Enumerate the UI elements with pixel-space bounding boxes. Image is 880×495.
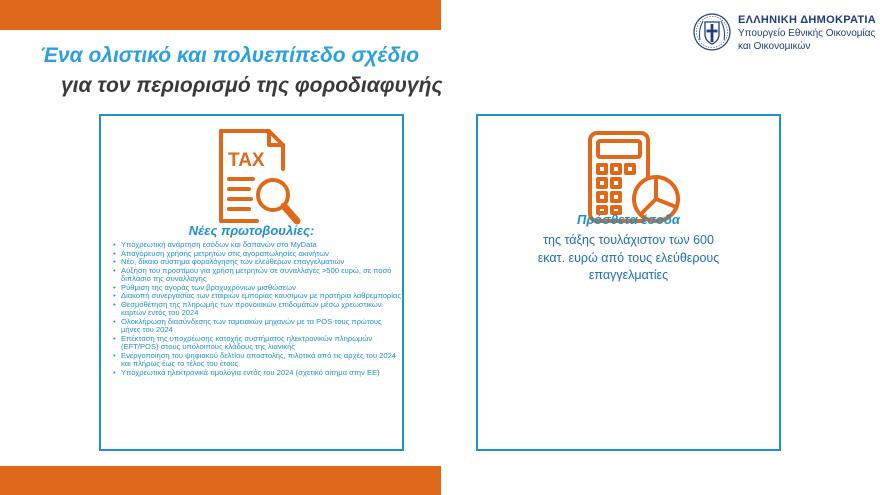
list-item: • Υποχρεωτικά ηλεκτρονικά τιμολόγια εντός του 2024 (σχετικό αίτημα στην ΕΕ) bbox=[113, 369, 401, 378]
bottom-accent-bar bbox=[0, 466, 441, 495]
ministry-logo bbox=[692, 12, 876, 53]
list-item: • Θεσμοθέτηση της πληρωμής των προνοιακών επιδομάτων μέσω χρεωστικών καρτών εντός του 2024 bbox=[113, 301, 401, 318]
list-item: • Ρύθμιση της αγοράς των βραχυχρόνιων μισθώσεων bbox=[113, 284, 401, 293]
revenue-line1: της τάξης τουλάχιστον των 600 bbox=[543, 233, 714, 247]
revenue-line3: επαγγελματίες bbox=[588, 268, 669, 282]
revenue-line2: εκατ. ευρώ από τους ελεύθερους bbox=[537, 250, 720, 265]
list-item: • Νέο, δίκαιο σύστημα φορολόγησης των ελεύθερων επαγγελματιών bbox=[113, 258, 401, 267]
revenue-panel bbox=[476, 114, 781, 451]
revenue-description bbox=[478, 232, 779, 285]
org-subtitle-line2: και Οικονομικών bbox=[738, 41, 811, 52]
org-subtitle-line1: Υπουργείο Εθνικής Οικονομίας bbox=[738, 28, 876, 39]
list-item: • Επέκταση της υποχρέωσης κατοχής συστήματος ηλεκτρονικών πληρωμών (EFT/POS) στους υπόλοιπους κλάδους της λιανικής bbox=[113, 335, 401, 352]
revenue-heading: Πρόσθετα έσοδα bbox=[576, 212, 680, 227]
greek-emblem-icon bbox=[692, 12, 732, 52]
org-title: ΕΛΛΗΝΙΚΗ ΔΗΜΟΚΡΑΤΙΑ bbox=[738, 14, 876, 26]
list-item: • Ολοκλήρωση διασύνδεσης των ταμειακών μηχανών με τα POS τους πρώτους μήνες του 2024 bbox=[113, 318, 401, 335]
initiatives-panel bbox=[99, 114, 404, 451]
list-item: • Απαγόρευση χρήσης μετρητών στις αγοραπωλησίες ακινήτων bbox=[113, 250, 401, 259]
initiatives-heading: Νέες πρωτοβουλίες: bbox=[188, 223, 315, 238]
tax-document-search-icon bbox=[211, 125, 303, 229]
list-item: • Διακοπή συνεργασίας των εταιριών εμπορίας καυσίμων με πρατήρια λαθρεμπορίας bbox=[113, 292, 401, 301]
page-title-line1: Ένα ολιστικό και πολυεπίπεδο σχέδιο bbox=[40, 44, 420, 67]
page-title-line2: για τον περιορισμό της φοροδιαφυγής bbox=[61, 74, 443, 97]
tax-icon-label: TAX bbox=[228, 150, 265, 171]
list-item: • Υποχρεωτική ανάρτηση εσόδων και δαπανών στο MyData bbox=[113, 241, 401, 250]
initiatives-list bbox=[113, 241, 401, 377]
list-item: • Αύξηση του προστίμου για χρήση μετρητών σε συναλλαγές >500 ευρώ, σε ποσό διπλάσιο της συναλλαγής bbox=[113, 267, 401, 284]
list-item: • Ενεργοποίηση του ψηφιακού δελτίου αποστολής, πιλοτικά από τις αρχές του 2024 και πλήρως έως το τέλος του έτους bbox=[113, 352, 401, 369]
top-accent-bar bbox=[0, 0, 441, 30]
